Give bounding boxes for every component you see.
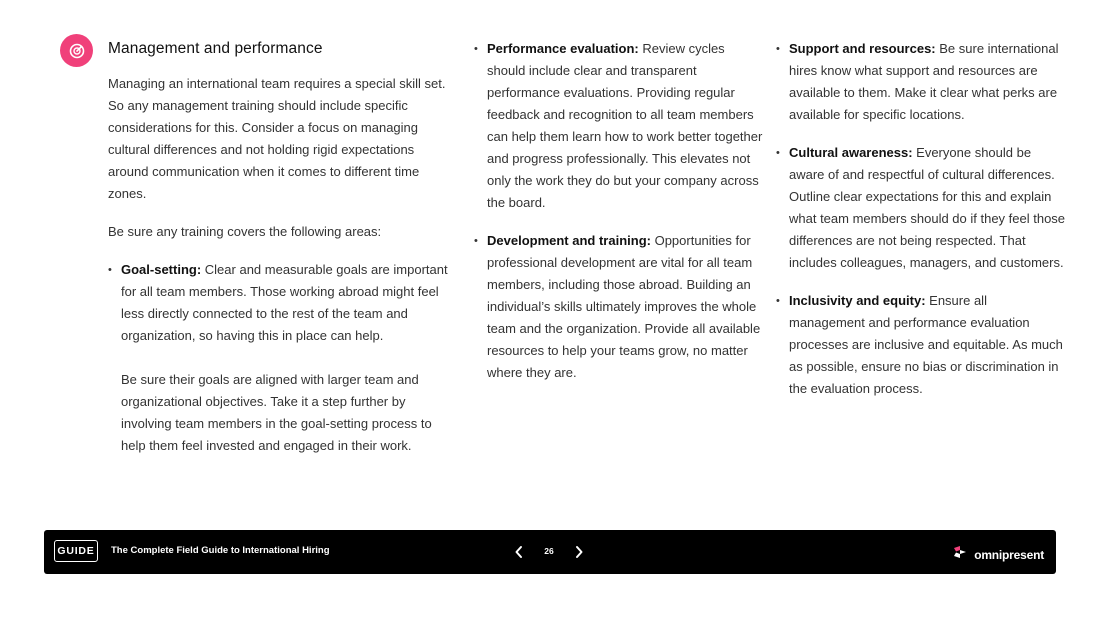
area-text: Opportunities for professional development are vital for all team members, including those abroad. Building an individual’s skills ultimately improves the whole team and the organization. Provide all available resources to help your teams grow, no matter where they are. (487, 233, 761, 380)
list-item (776, 38, 1066, 126)
area-text: Ensure all management and performance evaluation processes are inclusive and equitable. As much as possible, ensure no bias or discrimination in the evaluation process. (789, 293, 1063, 396)
gauge-icon (60, 34, 93, 67)
chevron-right-icon[interactable] (570, 543, 588, 561)
area-term: Cultural awareness: (789, 145, 913, 160)
area-term: Inclusivity and equity: (789, 293, 926, 308)
area-text: Review cycles should include clear and transparent performance evaluations. Providing regular feedback and recognition to all team members can help them learn how to work better together and progress professionally. This elevates not only the work they do but your company across the board. (487, 41, 763, 210)
brand-name: omnipresent (974, 547, 1044, 562)
area-extra: Be sure their goals are aligned with larger team and organizational objectives. Take it a step further by involving team members in the goal-setting process to help them feel invested and engaged in their work. (121, 372, 432, 453)
area-text: Everyone should be aware of and respectful of cultural differences. Outline clear expectations for this and explain what team members should do if they feel those differences are not being respected. That includes colleagues, managers, and customers. (789, 145, 1066, 270)
list-item (108, 259, 458, 457)
list-item (474, 38, 764, 214)
section-title: Management and performance (108, 40, 323, 57)
chevron-left-icon[interactable] (510, 543, 528, 561)
area-list (108, 259, 458, 457)
column-left (108, 73, 458, 473)
page-number: 26 (544, 546, 554, 556)
list-item (776, 142, 1066, 274)
area-text: Clear and measurable goals are important for all team members. Those working abroad might feel less directly connected to the rest of the team and organization, so having this in place can help. (121, 262, 448, 343)
brand-logo (951, 543, 1044, 566)
list-item (474, 230, 764, 384)
document-title: The Complete Field Guide to International Hiring (111, 545, 330, 556)
column-right (776, 38, 1066, 416)
area-text: Be sure international hires know what support and resources are available to them. Make it clear what perks are available for specific locations. (789, 41, 1059, 122)
intro-lead: Be sure any training covers the following areas: (108, 224, 382, 239)
area-term: Development and training: (487, 233, 651, 248)
area-list (474, 38, 764, 384)
area-list (776, 38, 1066, 400)
guide-badge: GUIDE (54, 540, 98, 562)
intro-paragraph: Managing an international team requires a special skill set. So any management training should include specific considerations for this. Consider a focus on managing cultural differences and not holding rigid expectations around communication when it comes to different time zones. (108, 76, 446, 201)
list-item (776, 290, 1066, 400)
area-term: Goal-setting: (121, 262, 202, 277)
omnipresent-logo-icon (951, 543, 969, 566)
column-middle (474, 38, 764, 400)
area-term: Performance evaluation: (487, 41, 639, 56)
area-term: Support and resources: (789, 41, 936, 56)
footer-bar (44, 530, 1056, 574)
